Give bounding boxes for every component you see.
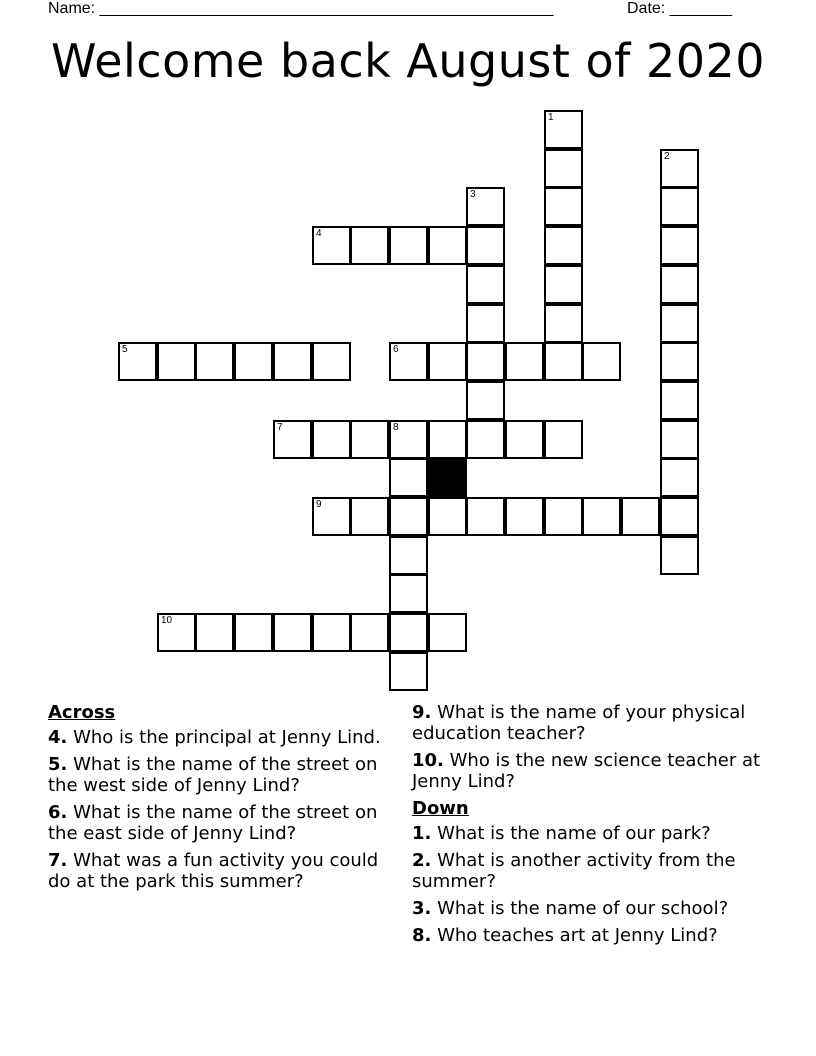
crossword-cell[interactable] (544, 110, 583, 149)
clue-item-text: What is the name of your physical education teacher? (412, 702, 746, 744)
clue-item-text: What is the name of the street on the west side of Jenny Lind? (48, 754, 378, 796)
crossword-cell[interactable] (466, 342, 505, 381)
date-field-label: Date: _______ (627, 0, 732, 17)
clues-column-right (412, 702, 772, 952)
crossword-cell[interactable] (466, 420, 505, 459)
clue-item-number: 1. (412, 823, 432, 844)
crossword-cell[interactable] (118, 342, 157, 381)
clue-number: 7 (277, 422, 283, 433)
clue-item (48, 802, 388, 844)
clue-item (48, 727, 388, 748)
clue-item-number: 4. (48, 727, 68, 748)
clue-item (412, 850, 772, 892)
clue-number: 2 (664, 151, 670, 162)
crossword-cell[interactable] (312, 342, 351, 381)
crossword-cell[interactable] (466, 381, 505, 420)
crossword-cell[interactable] (660, 381, 699, 420)
crossword-cell[interactable] (234, 613, 273, 652)
crossword-cell[interactable] (350, 613, 389, 652)
crossword-cell[interactable] (660, 187, 699, 226)
crossword-cell[interactable] (389, 458, 428, 497)
crossword-cell[interactable] (350, 420, 389, 459)
clue-item (48, 850, 388, 892)
crossword-cell[interactable] (312, 497, 351, 536)
clue-item-text: What is the name of our school? (431, 898, 729, 919)
clue-item-text: What is the name of the street on the east side of Jenny Lind? (48, 802, 378, 844)
crossword-cell[interactable] (428, 342, 467, 381)
crossword-cell[interactable] (466, 187, 505, 226)
crossword-cell[interactable] (389, 652, 428, 691)
crossword-cell[interactable] (195, 613, 234, 652)
clue-item (412, 823, 772, 844)
clue-item (412, 750, 772, 792)
crossword-cell[interactable] (621, 497, 660, 536)
crossword-cell[interactable] (428, 497, 467, 536)
crossword-cell[interactable] (660, 304, 699, 343)
crossword-cell[interactable] (157, 342, 196, 381)
clue-item (412, 898, 772, 919)
across-heading: Across (48, 702, 116, 723)
clue-item (48, 754, 388, 796)
clue-item-text: Who is the principal at Jenny Lind. (67, 727, 381, 748)
clue-item-number: 2. (412, 850, 432, 871)
crossword-cell[interactable] (660, 497, 699, 536)
crossword-cell[interactable] (582, 342, 621, 381)
clue-item (412, 925, 772, 946)
crossword-cell[interactable] (660, 536, 699, 575)
crossword-cell[interactable] (157, 613, 196, 652)
crossword-cell[interactable] (389, 497, 428, 536)
crossword-cell[interactable] (389, 613, 428, 652)
crossword-cell[interactable] (195, 342, 234, 381)
clue-item-text: What was a fun activity you could do at the park this summer? (48, 850, 379, 892)
clue-item-number: 5. (48, 754, 68, 775)
down-heading: Down (412, 798, 469, 819)
black-square (428, 458, 467, 497)
crossword-cell[interactable] (273, 342, 312, 381)
crossword-cell[interactable] (544, 304, 583, 343)
crossword-cell[interactable] (660, 342, 699, 381)
crossword-cell[interactable] (505, 497, 544, 536)
crossword-cell[interactable] (582, 497, 621, 536)
clue-item-number: 9. (412, 702, 432, 723)
clue-number: 8 (393, 422, 399, 433)
crossword-cell[interactable] (544, 226, 583, 265)
crossword-cell[interactable] (389, 536, 428, 575)
crossword-cell[interactable] (466, 304, 505, 343)
clue-item-text: Who teaches art at Jenny Lind? (431, 925, 718, 946)
clues-column-left (48, 702, 388, 898)
clue-item-number: 10. (412, 750, 444, 771)
crossword-cell[interactable] (544, 497, 583, 536)
crossword-cell[interactable] (350, 226, 389, 265)
name-field-label: Name: ___________________________________________________ (48, 0, 554, 17)
crossword-cell[interactable] (466, 497, 505, 536)
crossword-cell[interactable] (544, 420, 583, 459)
crossword-cell[interactable] (312, 420, 351, 459)
crossword-cell[interactable] (466, 265, 505, 304)
crossword-cell[interactable] (660, 149, 699, 188)
crossword-cell[interactable] (428, 613, 467, 652)
clue-item-text: What is another activity from the summer? (412, 850, 736, 892)
crossword-cell[interactable] (389, 420, 428, 459)
crossword-cell[interactable] (544, 149, 583, 188)
crossword-cell[interactable] (428, 420, 467, 459)
clue-number: 3 (470, 189, 476, 200)
crossword-cell[interactable] (273, 613, 312, 652)
crossword-cell[interactable] (389, 226, 428, 265)
crossword-cell[interactable] (544, 342, 583, 381)
clue-item-text: What is the name of our park? (431, 823, 711, 844)
clue-number: 9 (316, 499, 322, 510)
crossword-cell[interactable] (660, 226, 699, 265)
crossword-cell[interactable] (350, 497, 389, 536)
clue-item-number: 7. (48, 850, 68, 871)
crossword-cell[interactable] (660, 458, 699, 497)
crossword-cell[interactable] (660, 420, 699, 459)
clue-item-number: 8. (412, 925, 432, 946)
page-title: Welcome back August of 2020 (50, 34, 766, 88)
crossword-cell[interactable] (234, 342, 273, 381)
clue-number: 4 (316, 228, 322, 239)
clue-item-number: 3. (412, 898, 432, 919)
crossword-cell[interactable] (505, 420, 544, 459)
clue-number: 6 (393, 344, 399, 355)
crossword-cell[interactable] (312, 226, 351, 265)
crossword-cell[interactable] (428, 226, 467, 265)
crossword-cell[interactable] (466, 226, 505, 265)
clue-item-number: 6. (48, 802, 68, 823)
crossword-cell[interactable] (389, 574, 428, 613)
clue-number: 10 (161, 615, 173, 626)
crossword-cell[interactable] (660, 265, 699, 304)
crossword-cell[interactable] (312, 613, 351, 652)
crossword-cell[interactable] (273, 420, 312, 459)
clue-item-text: Who is the new science teacher at Jenny Lind? (412, 750, 761, 792)
crossword-cell[interactable] (544, 265, 583, 304)
clue-item (412, 702, 772, 744)
clue-number: 5 (122, 344, 128, 355)
crossword-cell[interactable] (389, 342, 428, 381)
crossword-cell[interactable] (505, 342, 544, 381)
crossword-cell[interactable] (544, 187, 583, 226)
clue-number: 1 (548, 112, 554, 123)
